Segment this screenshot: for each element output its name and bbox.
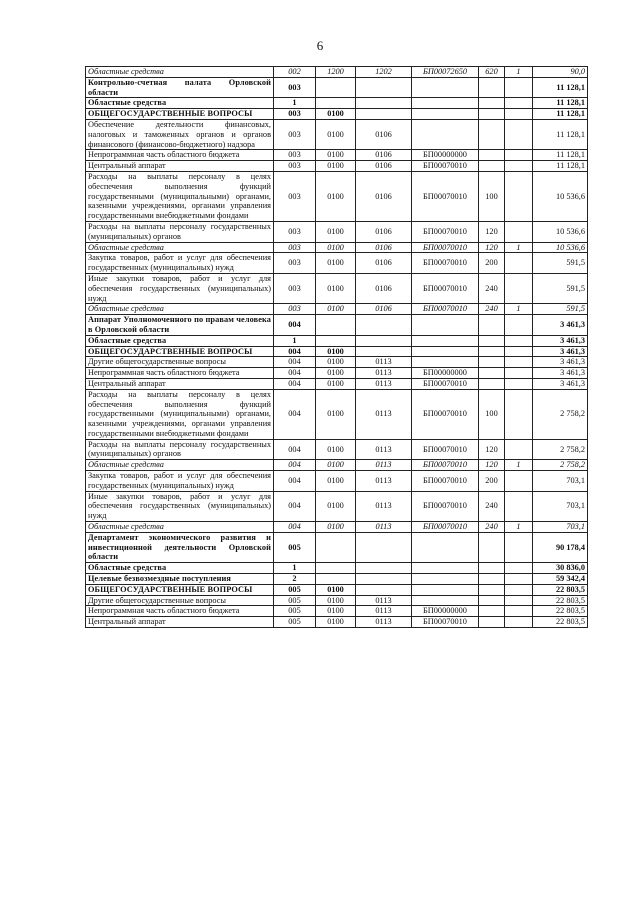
subsection-code-cell: 0106 (356, 119, 412, 149)
ved-code-cell: 1 (274, 98, 316, 109)
ved-code-cell: 005 (274, 584, 316, 595)
amount-cell: 3 461,3 (533, 368, 588, 379)
amount-cell: 703,1 (533, 491, 588, 521)
table-row (86, 253, 588, 274)
table-row (86, 471, 588, 492)
funding-source-cell (505, 532, 533, 562)
section-code-cell: 0100 (316, 150, 356, 161)
target-item-code-cell: БП00070010 (412, 471, 479, 492)
row-name-cell: Центральный аппарат (86, 161, 274, 172)
row-name-cell: Областные средства (86, 522, 274, 533)
expense-type-code-cell: 620 (479, 67, 505, 78)
section-code-cell (316, 335, 356, 346)
amount-cell: 591,5 (533, 273, 588, 303)
ved-code-cell: 004 (274, 389, 316, 439)
table-row (86, 304, 588, 315)
row-name-cell: Расходы на выплаты персоналу в целях обеспечения выполнения функций государственными (муниципальными) органами, казенными учреждениями, органами управления государственными внебюджетными фондами (86, 389, 274, 439)
target-item-code-cell (412, 563, 479, 574)
table-row (86, 315, 588, 336)
row-name-cell: Областные средства (86, 335, 274, 346)
expense-type-code-cell: 100 (479, 171, 505, 221)
row-name-cell: Департамент экономического развития и инвестиционной деятельности Орловской области (86, 532, 274, 562)
row-name-cell: ОБЩЕГОСУДАРСТВЕННЫЕ ВОПРОСЫ (86, 109, 274, 120)
ved-code-cell: 004 (274, 439, 316, 460)
table-row (86, 273, 588, 303)
table-row (86, 171, 588, 221)
target-item-code-cell (412, 574, 479, 585)
section-code-cell: 0100 (316, 606, 356, 617)
expense-type-code-cell (479, 532, 505, 562)
amount-cell: 10 536,6 (533, 221, 588, 242)
ved-code-cell: 003 (274, 77, 316, 98)
expense-type-code-cell (479, 378, 505, 389)
table-row (86, 335, 588, 346)
funding-source-cell (505, 584, 533, 595)
table-row (86, 563, 588, 574)
amount-cell: 11 128,1 (533, 77, 588, 98)
row-name-cell: Иные закупки товаров, работ и услуг для обеспечения государственных (муниципальных) нужд (86, 273, 274, 303)
table-row (86, 532, 588, 562)
subsection-code-cell: 0113 (356, 378, 412, 389)
section-code-cell: 0100 (316, 161, 356, 172)
target-item-code-cell: БП00070010 (412, 221, 479, 242)
row-name-cell: Центральный аппарат (86, 378, 274, 389)
row-name-cell: Закупка товаров, работ и услуг для обеспечения государственных (муниципальных) нужд (86, 471, 274, 492)
amount-cell: 11 128,1 (533, 109, 588, 120)
target-item-code-cell: БП00070010 (412, 171, 479, 221)
funding-source-cell: 1 (505, 242, 533, 253)
subsection-code-cell: 0106 (356, 221, 412, 242)
amount-cell: 11 128,1 (533, 150, 588, 161)
funding-source-cell (505, 335, 533, 346)
section-code-cell: 0100 (316, 595, 356, 606)
section-code-cell: 0100 (316, 378, 356, 389)
row-name-cell: Контрольно-счетная палата Орловской области (86, 77, 274, 98)
amount-cell: 59 342,4 (533, 574, 588, 585)
section-code-cell: 0100 (316, 368, 356, 379)
expense-type-code-cell: 120 (479, 460, 505, 471)
table-row (86, 150, 588, 161)
subsection-code-cell: 0113 (356, 491, 412, 521)
table-row (86, 109, 588, 120)
target-item-code-cell: БП00000000 (412, 606, 479, 617)
funding-source-cell: 1 (505, 67, 533, 78)
section-code-cell (316, 77, 356, 98)
subsection-code-cell (356, 574, 412, 585)
funding-source-cell (505, 171, 533, 221)
ved-code-cell: 004 (274, 522, 316, 533)
target-item-code-cell (412, 315, 479, 336)
section-code-cell (316, 574, 356, 585)
row-name-cell: Обеспечение деятельности финансовых, налоговых и таможенных органов и органов финансового (финансово-бюджетного) надзора (86, 119, 274, 149)
ved-code-cell: 005 (274, 606, 316, 617)
row-name-cell: Другие общегосударственные вопросы (86, 357, 274, 368)
amount-cell: 703,1 (533, 471, 588, 492)
target-item-code-cell (412, 532, 479, 562)
table-row (86, 491, 588, 521)
ved-code-cell: 004 (274, 378, 316, 389)
funding-source-cell (505, 617, 533, 628)
expense-type-code-cell: 240 (479, 273, 505, 303)
page-number: 6 (316, 38, 324, 53)
subsection-code-cell: 0113 (356, 522, 412, 533)
expense-type-code-cell: 240 (479, 491, 505, 521)
table-row (86, 98, 588, 109)
ved-code-cell: 003 (274, 273, 316, 303)
ved-code-cell: 004 (274, 357, 316, 368)
ved-code-cell: 005 (274, 617, 316, 628)
funding-source-cell (505, 273, 533, 303)
section-code-cell: 0100 (316, 471, 356, 492)
section-code-cell: 0100 (316, 357, 356, 368)
ved-code-cell: 004 (274, 346, 316, 357)
ved-code-cell: 005 (274, 532, 316, 562)
funding-source-cell (505, 389, 533, 439)
funding-source-cell (505, 119, 533, 149)
table-row (86, 606, 588, 617)
row-name-cell: Целевые безвозмездные поступления (86, 574, 274, 585)
expense-type-code-cell (479, 119, 505, 149)
expense-type-code-cell (479, 357, 505, 368)
funding-source-cell (505, 77, 533, 98)
table-row (86, 617, 588, 628)
funding-source-cell (505, 491, 533, 521)
subsection-code-cell: 0106 (356, 253, 412, 274)
table-row (86, 378, 588, 389)
expense-type-code-cell: 200 (479, 471, 505, 492)
section-code-cell: 0100 (316, 171, 356, 221)
amount-cell: 11 128,1 (533, 119, 588, 149)
target-item-code-cell (412, 98, 479, 109)
row-name-cell: Другие общегосударственные вопросы (86, 595, 274, 606)
table-body (86, 67, 588, 628)
funding-source-cell (505, 98, 533, 109)
ved-code-cell: 004 (274, 471, 316, 492)
target-item-code-cell: БП00070010 (412, 491, 479, 521)
target-item-code-cell: БП00070010 (412, 389, 479, 439)
section-code-cell: 0100 (316, 460, 356, 471)
section-code-cell: 0100 (316, 389, 356, 439)
amount-cell: 3 461,3 (533, 346, 588, 357)
amount-cell: 22 803,5 (533, 606, 588, 617)
subsection-code-cell: 0106 (356, 304, 412, 315)
ved-code-cell: 1 (274, 563, 316, 574)
ved-code-cell: 004 (274, 315, 316, 336)
expense-type-code-cell (479, 368, 505, 379)
funding-source-cell (505, 253, 533, 274)
table-row (86, 368, 588, 379)
section-code-cell: 0100 (316, 439, 356, 460)
subsection-code-cell: 1202 (356, 67, 412, 78)
funding-source-cell (505, 439, 533, 460)
expense-type-code-cell: 200 (479, 253, 505, 274)
funding-source-cell (505, 346, 533, 357)
ved-code-cell: 2 (274, 574, 316, 585)
target-item-code-cell (412, 584, 479, 595)
amount-cell: 11 128,1 (533, 98, 588, 109)
subsection-code-cell (356, 77, 412, 98)
funding-source-cell (505, 471, 533, 492)
expense-type-code-cell (479, 335, 505, 346)
funding-source-cell (505, 161, 533, 172)
table-row (86, 389, 588, 439)
subsection-code-cell: 0113 (356, 617, 412, 628)
funding-source-cell (505, 574, 533, 585)
ved-code-cell: 005 (274, 595, 316, 606)
section-code-cell: 0100 (316, 346, 356, 357)
ved-code-cell: 003 (274, 150, 316, 161)
table-row (86, 460, 588, 471)
row-name-cell: Иные закупки товаров, работ и услуг для обеспечения государственных (муниципальных) нужд (86, 491, 274, 521)
section-code-cell: 0100 (316, 304, 356, 315)
row-name-cell: Областные средства (86, 67, 274, 78)
amount-cell: 2 758,2 (533, 460, 588, 471)
amount-cell: 3 461,3 (533, 335, 588, 346)
target-item-code-cell (412, 346, 479, 357)
section-code-cell (316, 315, 356, 336)
funding-source-cell: 1 (505, 522, 533, 533)
section-code-cell: 0100 (316, 273, 356, 303)
target-item-code-cell: БП00070010 (412, 304, 479, 315)
expense-type-code-cell (479, 161, 505, 172)
subsection-code-cell: 0113 (356, 606, 412, 617)
section-code-cell: 0100 (316, 109, 356, 120)
amount-cell: 22 803,5 (533, 584, 588, 595)
table-row (86, 346, 588, 357)
subsection-code-cell: 0106 (356, 171, 412, 221)
amount-cell: 22 803,5 (533, 595, 588, 606)
row-name-cell: Расходы на выплаты персоналу государственных (муниципальных) органов (86, 439, 274, 460)
subsection-code-cell (356, 98, 412, 109)
subsection-code-cell: 0113 (356, 595, 412, 606)
target-item-code-cell (412, 119, 479, 149)
funding-source-cell (505, 150, 533, 161)
target-item-code-cell: БП00070010 (412, 439, 479, 460)
funding-source-cell (505, 606, 533, 617)
section-code-cell: 0100 (316, 221, 356, 242)
funding-source-cell (505, 563, 533, 574)
target-item-code-cell: БП00070010 (412, 522, 479, 533)
row-name-cell: Закупка товаров, работ и услуг для обеспечения государственных (муниципальных) нужд (86, 253, 274, 274)
subsection-code-cell: 0113 (356, 357, 412, 368)
section-code-cell: 0100 (316, 119, 356, 149)
ved-code-cell: 004 (274, 491, 316, 521)
expense-type-code-cell: 240 (479, 522, 505, 533)
table-row (86, 119, 588, 149)
amount-cell: 22 803,5 (533, 617, 588, 628)
amount-cell: 30 836,0 (533, 563, 588, 574)
amount-cell: 10 536,6 (533, 242, 588, 253)
section-code-cell: 0100 (316, 242, 356, 253)
amount-cell: 703,1 (533, 522, 588, 533)
table-row (86, 67, 588, 78)
ved-code-cell: 1 (274, 335, 316, 346)
row-name-cell: Областные средства (86, 304, 274, 315)
amount-cell: 10 536,6 (533, 171, 588, 221)
subsection-code-cell: 0106 (356, 161, 412, 172)
row-name-cell: Областные средства (86, 242, 274, 253)
table-row (86, 595, 588, 606)
section-code-cell (316, 98, 356, 109)
expense-type-code-cell: 120 (479, 242, 505, 253)
subsection-code-cell: 0113 (356, 439, 412, 460)
target-item-code-cell: БП00070010 (412, 273, 479, 303)
row-name-cell: Центральный аппарат (86, 617, 274, 628)
target-item-code-cell (412, 77, 479, 98)
expense-type-code-cell (479, 77, 505, 98)
amount-cell: 2 758,2 (533, 439, 588, 460)
expense-type-code-cell (479, 617, 505, 628)
ved-code-cell: 004 (274, 368, 316, 379)
funding-source-cell (505, 315, 533, 336)
subsection-code-cell (356, 563, 412, 574)
funding-source-cell (505, 378, 533, 389)
table-row (86, 574, 588, 585)
funding-source-cell: 1 (505, 304, 533, 315)
expense-type-code-cell: 100 (479, 389, 505, 439)
row-name-cell: Непрограммная часть областного бюджета (86, 368, 274, 379)
section-code-cell (316, 563, 356, 574)
row-name-cell: Областные средства (86, 98, 274, 109)
target-item-code-cell: БП00070010 (412, 253, 479, 274)
ved-code-cell: 003 (274, 221, 316, 242)
target-item-code-cell (412, 357, 479, 368)
budget-table (85, 66, 588, 628)
table-row (86, 161, 588, 172)
expense-type-code-cell (479, 346, 505, 357)
expense-type-code-cell (479, 606, 505, 617)
amount-cell: 591,5 (533, 253, 588, 274)
subsection-code-cell: 0113 (356, 460, 412, 471)
amount-cell: 11 128,1 (533, 161, 588, 172)
amount-cell: 90,0 (533, 67, 588, 78)
table-row (86, 221, 588, 242)
expense-type-code-cell (479, 563, 505, 574)
subsection-code-cell: 0113 (356, 389, 412, 439)
ved-code-cell: 003 (274, 242, 316, 253)
amount-cell: 3 461,3 (533, 357, 588, 368)
funding-source-cell (505, 221, 533, 242)
target-item-code-cell: БП00070010 (412, 378, 479, 389)
section-code-cell: 0100 (316, 522, 356, 533)
ved-code-cell: 003 (274, 304, 316, 315)
row-name-cell: ОБЩЕГОСУДАРСТВЕННЫЕ ВОПРОСЫ (86, 346, 274, 357)
row-name-cell: Непрограммная часть областного бюджета (86, 606, 274, 617)
table-row (86, 439, 588, 460)
amount-cell: 591,5 (533, 304, 588, 315)
table-row (86, 522, 588, 533)
funding-source-cell (505, 357, 533, 368)
subsection-code-cell (356, 584, 412, 595)
target-item-code-cell (412, 109, 479, 120)
row-name-cell: ОБЩЕГОСУДАРСТВЕННЫЕ ВОПРОСЫ (86, 584, 274, 595)
subsection-code-cell: 0106 (356, 273, 412, 303)
section-code-cell (316, 532, 356, 562)
row-name-cell: Областные средства (86, 460, 274, 471)
expense-type-code-cell (479, 584, 505, 595)
ved-code-cell: 003 (274, 161, 316, 172)
amount-cell: 3 461,3 (533, 378, 588, 389)
target-item-code-cell: БП00000000 (412, 368, 479, 379)
row-name-cell: Непрограммная часть областного бюджета (86, 150, 274, 161)
funding-source-cell: 1 (505, 460, 533, 471)
expense-type-code-cell (479, 574, 505, 585)
subsection-code-cell (356, 109, 412, 120)
expense-type-code-cell: 120 (479, 221, 505, 242)
subsection-code-cell (356, 346, 412, 357)
section-code-cell: 1200 (316, 67, 356, 78)
ved-code-cell: 002 (274, 67, 316, 78)
ved-code-cell: 003 (274, 109, 316, 120)
target-item-code-cell (412, 335, 479, 346)
target-item-code-cell: БП00000000 (412, 150, 479, 161)
funding-source-cell (505, 595, 533, 606)
subsection-code-cell: 0106 (356, 242, 412, 253)
table-row (86, 584, 588, 595)
section-code-cell: 0100 (316, 584, 356, 595)
ved-code-cell: 003 (274, 119, 316, 149)
row-name-cell: Расходы на выплаты персоналу государственных (муниципальных) органов (86, 221, 274, 242)
target-item-code-cell: БП00070010 (412, 242, 479, 253)
amount-cell: 2 758,2 (533, 389, 588, 439)
subsection-code-cell: 0113 (356, 471, 412, 492)
ved-code-cell: 003 (274, 171, 316, 221)
funding-source-cell (505, 109, 533, 120)
section-code-cell: 0100 (316, 491, 356, 521)
row-name-cell: Аппарат Уполномоченного по правам человека в Орловской области (86, 315, 274, 336)
ved-code-cell: 004 (274, 460, 316, 471)
expense-type-code-cell (479, 315, 505, 336)
target-item-code-cell (412, 595, 479, 606)
subsection-code-cell (356, 335, 412, 346)
table-row (86, 242, 588, 253)
section-code-cell: 0100 (316, 253, 356, 274)
row-name-cell: Областные средства (86, 563, 274, 574)
amount-cell: 3 461,3 (533, 315, 588, 336)
funding-source-cell (505, 368, 533, 379)
expense-type-code-cell (479, 150, 505, 161)
expense-type-code-cell: 120 (479, 439, 505, 460)
target-item-code-cell: БП00070010 (412, 617, 479, 628)
table-row (86, 357, 588, 368)
table-row (86, 77, 588, 98)
expense-type-code-cell (479, 595, 505, 606)
subsection-code-cell (356, 315, 412, 336)
target-item-code-cell: БП00072650 (412, 67, 479, 78)
expense-type-code-cell (479, 98, 505, 109)
expense-type-code-cell (479, 109, 505, 120)
subsection-code-cell: 0113 (356, 368, 412, 379)
amount-cell: 90 178,4 (533, 532, 588, 562)
section-code-cell: 0100 (316, 617, 356, 628)
target-item-code-cell: БП00070010 (412, 460, 479, 471)
ved-code-cell: 003 (274, 253, 316, 274)
target-item-code-cell: БП00070010 (412, 161, 479, 172)
subsection-code-cell (356, 532, 412, 562)
row-name-cell: Расходы на выплаты персоналу в целях обеспечения выполнения функций государственными (муниципальными) органами, казенными учреждениями, органами управления государственными внебюджетными фондами (86, 171, 274, 221)
expense-type-code-cell: 240 (479, 304, 505, 315)
subsection-code-cell: 0106 (356, 150, 412, 161)
